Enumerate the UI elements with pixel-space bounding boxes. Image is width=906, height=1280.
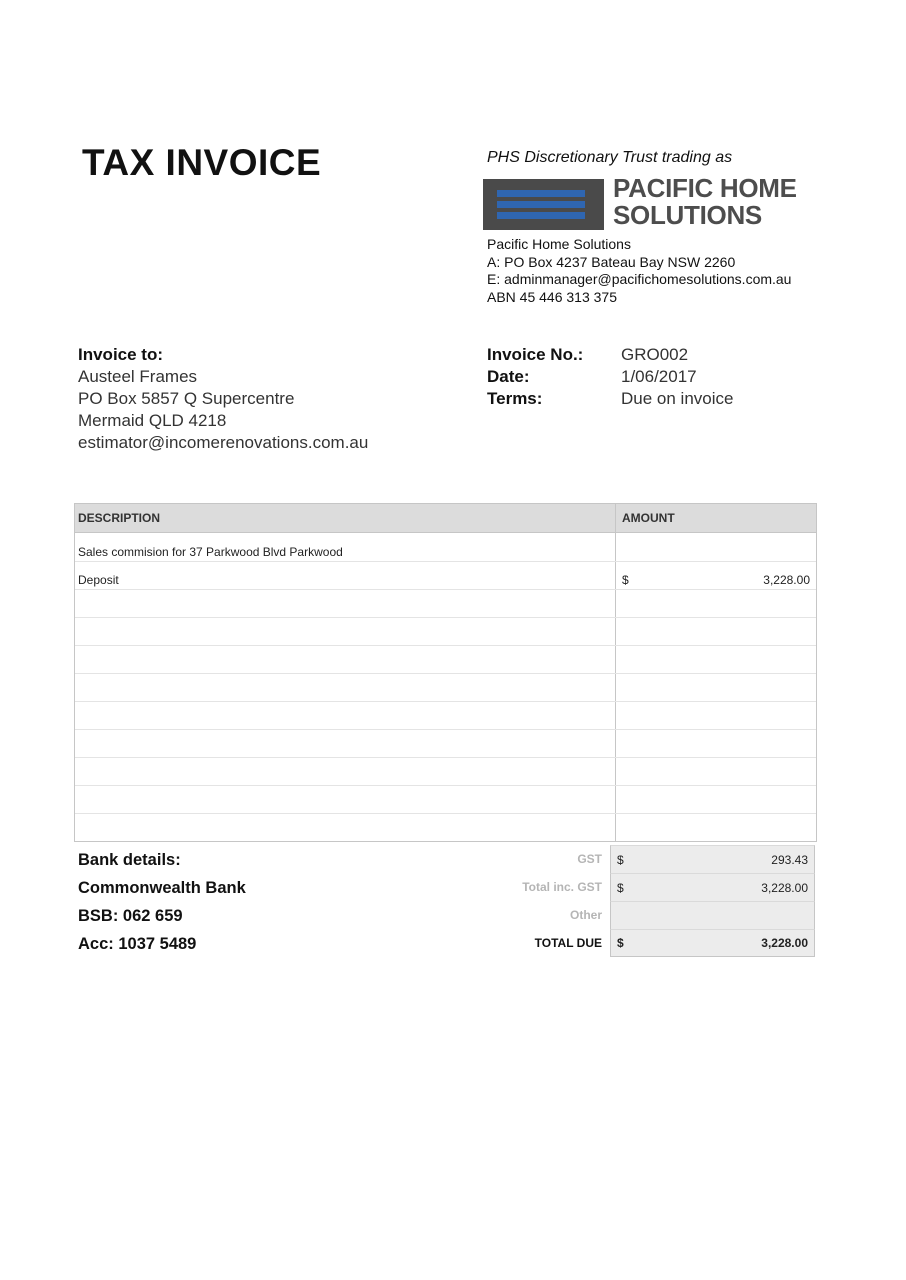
company-logo (483, 173, 813, 231)
row-amount (616, 533, 816, 561)
line-items-table (74, 503, 817, 842)
company-abn: ABN 45 446 313 375 (487, 289, 617, 306)
table-row (75, 785, 816, 813)
total-value: 293.43 (771, 852, 808, 867)
row-description (75, 786, 616, 813)
table-row (75, 617, 816, 645)
meta-value: Due on invoice (621, 389, 734, 408)
row-description (75, 702, 616, 729)
total-currency: $ (617, 852, 624, 867)
row-amount (616, 814, 816, 841)
table-header (75, 504, 816, 533)
client-address-2: Mermaid QLD 4218 (78, 411, 227, 430)
table-row (75, 533, 816, 561)
row-description (75, 646, 616, 673)
table-row (75, 561, 816, 589)
row-description (75, 814, 616, 841)
meta-value: GRO002 (621, 345, 689, 364)
company-details (487, 236, 791, 307)
row-amount (616, 646, 816, 673)
total-row-inc-gst (460, 873, 815, 901)
totals-block (460, 845, 815, 957)
row-amount-value: 3,228.00 (763, 573, 810, 587)
row-description: Deposit (75, 562, 616, 589)
bank-account: Acc: 1037 5489 (78, 935, 197, 953)
client-address-1: PO Box 5857 Q Supercentre (78, 389, 295, 408)
invoice-to-label: Invoice to: (78, 345, 164, 364)
row-amount (616, 562, 816, 589)
bank-name: Commonwealth Bank (78, 879, 246, 897)
row-description (75, 730, 616, 757)
row-description (75, 590, 616, 617)
total-label: TOTAL DUE (534, 936, 602, 950)
row-description: Sales commision for 37 Parkwood Blvd Parkwood (75, 533, 616, 561)
total-value: 3,228.00 (761, 936, 808, 950)
row-amount (616, 702, 816, 729)
row-amount (616, 674, 816, 701)
meta-row-date (487, 366, 733, 388)
meta-label: Invoice No.: (487, 345, 584, 364)
table-row (75, 813, 816, 841)
client-name: Austeel Frames (78, 367, 198, 386)
meta-label: Date: (487, 367, 530, 386)
client-email: estimator@incomerenovations.com.au (78, 433, 369, 452)
total-row-other (460, 901, 815, 929)
invoice-meta (487, 344, 733, 410)
meta-label: Terms: (487, 389, 543, 408)
logo-line-1: PACIFIC HOME (613, 173, 797, 203)
invoice-title: TAX INVOICE (82, 142, 322, 183)
table-row (75, 757, 816, 785)
bank-details (78, 846, 246, 958)
bank-bsb: BSB: 062 659 (78, 907, 183, 925)
logo-wordmark (613, 175, 797, 229)
row-currency: $ (622, 573, 629, 587)
table-row (75, 645, 816, 673)
table-row (75, 673, 816, 701)
company-email: E: adminmanager@pacifichomesolutions.com.au (487, 271, 792, 288)
total-row-gst (460, 845, 815, 873)
total-value: 3,228.00 (761, 880, 808, 895)
bank-heading: Bank details: (78, 851, 181, 869)
table-row (75, 729, 816, 757)
row-amount (616, 618, 816, 645)
meta-row-invoice-no (487, 344, 733, 366)
table-row (75, 701, 816, 729)
total-row-due (460, 929, 815, 957)
total-label: GST (577, 852, 602, 866)
invoice-to-block (78, 344, 368, 454)
company-address: A: PO Box 4237 Bateau Bay NSW 2260 (487, 253, 736, 270)
logo-line-2: SOLUTIONS (613, 200, 762, 230)
table-row (75, 589, 816, 617)
row-amount (616, 730, 816, 757)
row-description (75, 674, 616, 701)
total-currency: $ (617, 936, 624, 950)
total-label: Total inc. GST (522, 880, 602, 894)
meta-value: 1/06/2017 (621, 367, 697, 386)
meta-row-terms (487, 388, 733, 410)
amount-header: AMOUNT (622, 511, 675, 525)
company-name: Pacific Home Solutions (487, 236, 631, 252)
row-amount (616, 758, 816, 785)
total-label: Other (569, 908, 602, 922)
row-amount (616, 590, 816, 617)
row-description (75, 758, 616, 785)
row-amount (616, 786, 816, 813)
total-currency: $ (617, 880, 624, 895)
description-header: DESCRIPTION (75, 504, 616, 532)
trading-as-text: PHS Discretionary Trust trading as (487, 149, 733, 166)
logo-mark-icon (483, 179, 604, 230)
row-description (75, 618, 616, 645)
